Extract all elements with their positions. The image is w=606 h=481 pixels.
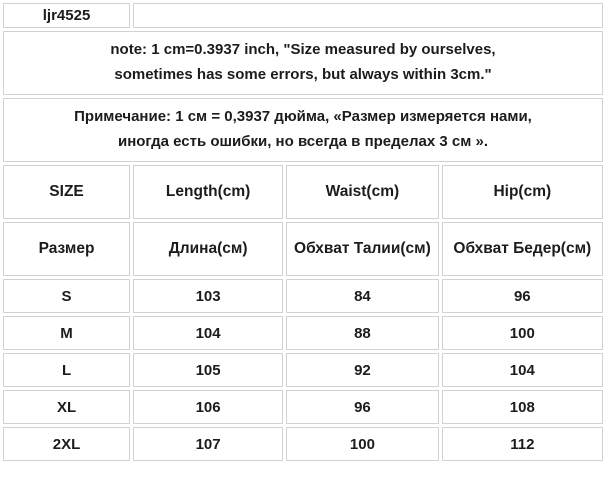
table-row-m [3, 316, 603, 350]
length-cell: 104 [133, 316, 283, 350]
note-cell-ru [3, 98, 603, 162]
waist-cell: 88 [286, 316, 438, 350]
product-code: ljr4525 [42, 7, 91, 24]
waist-cell: 96 [286, 390, 438, 424]
note-row-ru [3, 98, 603, 162]
product-code-cell [3, 3, 130, 28]
header-size-ru: Размер [3, 222, 130, 276]
product-code-row [3, 3, 603, 28]
length-cell: 106 [133, 390, 283, 424]
header-length-en: Length(cm) [133, 165, 283, 219]
size-cell: 2XL [3, 427, 130, 461]
hip-cell: 112 [442, 427, 603, 461]
waist-cell: 84 [286, 279, 438, 313]
hip-cell: 108 [442, 390, 603, 424]
note-text-ru: Примечание: 1 см = 0,3937 дюйма, «Размер измеряется нами, иногда есть ошибки, но всегда в пределах 3 см ». [74, 108, 532, 150]
hip-cell: 96 [442, 279, 603, 313]
length-cell: 107 [133, 427, 283, 461]
header-hip-ru: Обхват Бедер(см) [442, 222, 603, 276]
note-cell-en [3, 31, 603, 95]
waist-cell: 100 [286, 427, 438, 461]
header-row-en [3, 165, 603, 219]
header-hip-en: Hip(cm) [442, 165, 603, 219]
header-waist-ru: Обхват Талии(см) [286, 222, 438, 276]
size-cell: S [3, 279, 130, 313]
table-row-2xl [3, 427, 603, 461]
header-size-en: SIZE [3, 165, 130, 219]
product-code-empty-cell [133, 3, 603, 28]
header-row-ru [3, 222, 603, 276]
header-length-ru: Длина(см) [133, 222, 283, 276]
note-text-en: note: 1 cm=0.3937 inch, "Size measured by ourselves, sometimes has some errors, but always within 3cm." [110, 41, 496, 83]
header-waist-en: Waist(cm) [286, 165, 438, 219]
note-row-en [3, 31, 603, 95]
size-cell: M [3, 316, 130, 350]
size-cell: L [3, 353, 130, 387]
hip-cell: 100 [442, 316, 603, 350]
size-cell: XL [3, 390, 130, 424]
waist-cell: 92 [286, 353, 438, 387]
length-cell: 105 [133, 353, 283, 387]
table-row-l [3, 353, 603, 387]
length-cell: 103 [133, 279, 283, 313]
table-row-s [3, 279, 603, 313]
hip-cell: 104 [442, 353, 603, 387]
table-row-xl [3, 390, 603, 424]
